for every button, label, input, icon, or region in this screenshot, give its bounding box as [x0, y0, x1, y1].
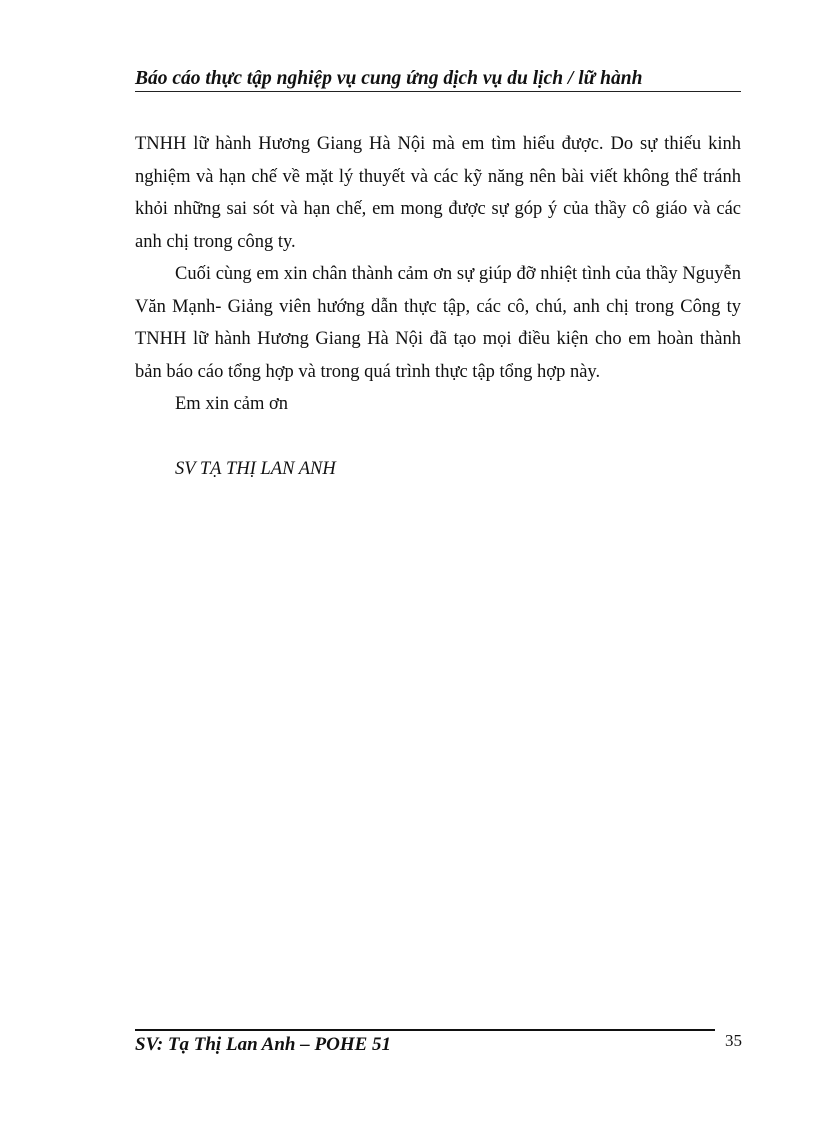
body-text [135, 128, 741, 421]
paragraph: Cuối cùng em xin chân thành cảm ơn sự giúp đỡ nhiệt tình của thầy Nguyễn Văn Mạnh- Giảng viên hướng dẫn thực tập, các cô, chú, anh chị trong Công ty TNHH lữ hành Hương Giang Hà Nội đã tạo mọi điều kiện cho em hoàn thành bản báo cáo tổng hợp và trong quá trình thực tập tổng hợp này. [135, 264, 741, 382]
footer-author: SV: Tạ Thị Lan Anh – POHE 51 [135, 1034, 392, 1055]
signature: SV TẠ THỊ LAN ANH [175, 459, 336, 479]
running-header-title: Báo cáo thực tập nghiệp vụ cung ứng dịch vụ du lịch / lữ hành [135, 68, 643, 89]
paragraph: TNHH lữ hành Hương Giang Hà Nội mà em tìm hiểu được. Do sự thiếu kinh nghiệm và hạn chế về mặt lý thuyết và các kỹ năng nên bài viết không thể tránh khỏi những sai sót và hạn chế, em mong được sự góp ý của thầy cô giáo và các anh chị trong công ty. [135, 134, 741, 252]
footer-divider [135, 1029, 715, 1031]
header-divider [135, 91, 741, 92]
closing-line: Em xin cảm ơn [175, 394, 289, 414]
page-number: 35 [725, 1031, 742, 1050]
